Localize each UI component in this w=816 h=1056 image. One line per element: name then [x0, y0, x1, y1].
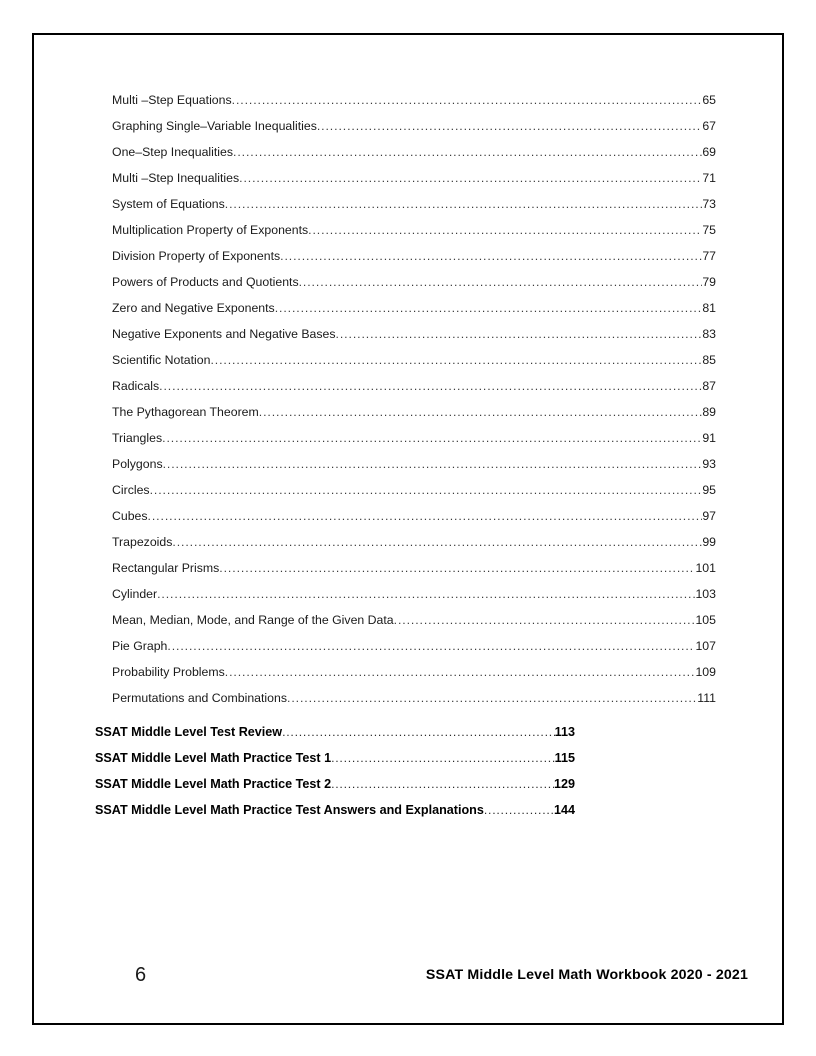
toc-entry-title: Negative Exponents and Negative Bases — [112, 327, 336, 341]
table-of-contents — [34, 87, 782, 823]
toc-entry-level-2[interactable] — [112, 87, 716, 113]
toc-entry-title: Multiplication Property of Exponents — [112, 223, 309, 237]
toc-entry-title: Rectangular Prisms — [112, 561, 220, 575]
toc-entry-page-number: 144 — [553, 803, 575, 817]
toc-entry-title: Division Property of Exponents — [112, 249, 281, 263]
toc-entry-page-number: 95 — [702, 483, 716, 497]
toc-dot-leader — [282, 725, 555, 739]
toc-entry-level-1[interactable] — [95, 771, 575, 797]
toc-entry-page-number: 111 — [697, 691, 716, 705]
toc-entry-level-2[interactable] — [112, 607, 716, 633]
toc-entry-title: SSAT Middle Level Math Practice Test 2 — [95, 777, 332, 791]
toc-dot-leader — [233, 145, 702, 159]
toc-dot-leader — [167, 639, 695, 653]
toc-entry-title: The Pythagorean Theorem — [112, 405, 259, 419]
toc-dot-leader — [239, 171, 702, 185]
toc-level-1-list — [34, 719, 782, 823]
toc-dot-leader — [331, 777, 554, 791]
toc-dot-leader — [299, 275, 703, 289]
toc-entry-page-number: 115 — [554, 751, 575, 765]
toc-entry-page-number: 83 — [702, 327, 716, 341]
toc-dot-leader — [394, 613, 696, 627]
toc-entry-level-2[interactable] — [112, 295, 716, 321]
toc-entry-level-2[interactable] — [112, 165, 716, 191]
toc-entry-level-2[interactable] — [112, 373, 716, 399]
toc-entry-level-2[interactable] — [112, 659, 716, 685]
toc-entry-level-2[interactable] — [112, 191, 716, 217]
toc-entry-title: System of Equations — [112, 197, 225, 211]
toc-entry-title: Powers of Products and Quotients — [112, 275, 299, 289]
toc-entry-title: Triangles — [112, 431, 163, 445]
toc-entry-title: Cylinder — [112, 587, 158, 601]
toc-entry-page-number: 93 — [702, 457, 716, 471]
toc-entry-title: Radicals — [112, 379, 160, 393]
toc-dot-leader — [275, 301, 703, 315]
toc-dot-leader — [259, 405, 703, 419]
toc-entry-title: Pie Graph — [112, 639, 168, 653]
toc-level-2-list — [34, 87, 782, 711]
toc-entry-title: Scientific Notation — [112, 353, 211, 367]
toc-entry-title: Graphing Single–Variable Inequalities — [112, 119, 317, 133]
toc-entry-level-2[interactable] — [112, 139, 716, 165]
toc-entry-page-number: 69 — [702, 145, 716, 159]
toc-entry-page-number: 77 — [702, 249, 716, 263]
toc-entry-level-2[interactable] — [112, 347, 716, 373]
toc-entry-title: SSAT Middle Level Test Review — [95, 725, 283, 739]
toc-entry-page-number: 73 — [702, 197, 716, 211]
toc-entry-title: Cubes — [112, 509, 148, 523]
toc-dot-leader — [172, 535, 702, 549]
toc-dot-leader — [280, 249, 702, 263]
toc-entry-page-number: 65 — [702, 93, 716, 107]
toc-entry-level-2[interactable] — [112, 217, 716, 243]
toc-entry-title: SSAT Middle Level Math Practice Test 1 — [95, 751, 332, 765]
toc-entry-page-number: 97 — [702, 509, 716, 523]
toc-entry-page-number: 107 — [695, 639, 716, 653]
toc-entry-level-2[interactable] — [112, 477, 716, 503]
page-sheet — [32, 33, 784, 1025]
toc-entry-page-number: 81 — [702, 301, 716, 315]
footer-page-number: 6 — [135, 964, 147, 986]
toc-entry-page-number: 79 — [702, 275, 716, 289]
toc-entry-level-2[interactable] — [112, 113, 716, 139]
toc-entry-title: Zero and Negative Exponents — [112, 301, 275, 315]
toc-entry-level-2[interactable] — [112, 269, 716, 295]
toc-dot-leader — [157, 587, 695, 601]
toc-entry-page-number: 129 — [553, 777, 575, 791]
toc-entry-level-2[interactable] — [112, 321, 716, 347]
toc-dot-leader — [336, 327, 703, 341]
toc-dot-leader — [150, 483, 703, 497]
toc-entry-page-number: 67 — [702, 119, 716, 133]
toc-entry-level-1[interactable] — [95, 719, 575, 745]
toc-entry-level-1[interactable] — [95, 797, 575, 823]
toc-entry-title: One–Step Inequalities — [112, 145, 234, 159]
toc-entry-page-number: 109 — [695, 665, 716, 679]
toc-entry-level-2[interactable] — [112, 581, 716, 607]
toc-entry-level-2[interactable] — [112, 243, 716, 269]
footer-book-title: SSAT Middle Level Math Workbook 2020 - 2021 — [425, 967, 748, 983]
toc-dot-leader — [219, 561, 695, 575]
toc-dot-leader — [308, 223, 702, 237]
toc-entry-level-2[interactable] — [112, 529, 716, 555]
toc-entry-page-number: 113 — [554, 725, 575, 739]
toc-dot-leader — [484, 803, 554, 817]
toc-entry-title: Probability Problems — [112, 665, 225, 679]
toc-entry-level-2[interactable] — [112, 425, 716, 451]
toc-entry-title: Multi –Step Equations — [112, 93, 232, 107]
toc-entry-page-number: 87 — [702, 379, 716, 393]
toc-dot-leader — [163, 457, 703, 471]
toc-entry-title: Trapezoids — [112, 535, 173, 549]
toc-dot-leader — [210, 353, 702, 367]
toc-entry-level-2[interactable] — [112, 451, 716, 477]
toc-entry-level-2[interactable] — [112, 399, 716, 425]
toc-entry-page-number: 99 — [702, 535, 716, 549]
toc-dot-leader — [317, 119, 702, 133]
toc-entry-page-number: 89 — [702, 405, 716, 419]
toc-entry-title: Mean, Median, Mode, and Range of the Given Data — [112, 613, 394, 627]
toc-entry-page-number: 103 — [695, 587, 716, 601]
toc-entry-page-number: 75 — [702, 223, 716, 237]
toc-dot-leader — [331, 751, 555, 765]
toc-entry-page-number: 105 — [695, 613, 716, 627]
page-footer — [34, 957, 782, 987]
toc-dot-leader — [232, 93, 703, 107]
toc-dot-leader — [148, 509, 703, 523]
toc-entry-level-2[interactable] — [112, 633, 716, 659]
toc-entry-title: SSAT Middle Level Math Practice Test Answers and Explanations — [95, 803, 484, 817]
toc-entry-page-number: 85 — [702, 353, 716, 367]
toc-entry-title: Polygons — [112, 457, 163, 471]
toc-dot-leader — [287, 691, 697, 705]
toc-entry-title: Permutations and Combinations — [112, 691, 287, 705]
toc-dot-leader — [225, 197, 703, 211]
toc-entry-title: Multi –Step Inequalities — [112, 171, 240, 185]
toc-dot-leader — [225, 665, 696, 679]
toc-entry-level-1[interactable] — [95, 745, 575, 771]
toc-entry-page-number: 101 — [695, 561, 716, 575]
toc-entry-page-number: 71 — [702, 171, 716, 185]
toc-group-separator — [34, 711, 782, 719]
toc-entry-level-2[interactable] — [112, 685, 716, 711]
toc-dot-leader — [159, 379, 702, 393]
toc-entry-level-2[interactable] — [112, 555, 716, 581]
toc-entry-page-number: 91 — [702, 431, 716, 445]
toc-dot-leader — [162, 431, 702, 445]
toc-entry-title: Circles — [112, 483, 150, 497]
toc-entry-level-2[interactable] — [112, 503, 716, 529]
